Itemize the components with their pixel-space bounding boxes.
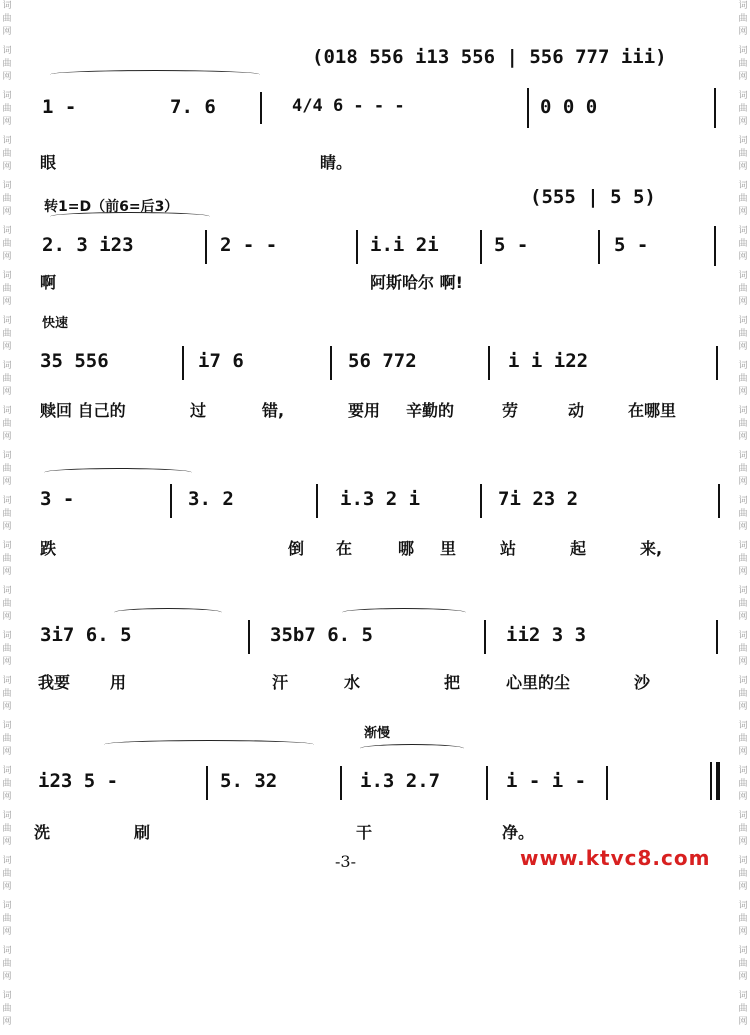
watermark-text: 词 曲 网 xyxy=(2,856,12,892)
watermark-text: 词 曲 网 xyxy=(2,361,12,397)
watermark-text: 词 曲 网 xyxy=(738,271,748,307)
watermark-text: 词 曲 网 xyxy=(738,226,748,262)
watermark-text: 词 曲 网 xyxy=(2,676,12,712)
barline xyxy=(170,484,172,518)
watermark-text: 词 曲 网 xyxy=(2,496,12,532)
watermark-text: 词 曲 网 xyxy=(2,1,12,37)
slur xyxy=(104,740,314,749)
barline xyxy=(716,620,718,654)
watermark-text: 词 曲 网 xyxy=(738,991,748,1027)
barline xyxy=(248,620,250,654)
watermark-text: 词 曲 网 xyxy=(738,451,748,487)
watermark-text: 词 曲 网 xyxy=(738,721,748,757)
watermark-text: 词 曲 网 xyxy=(2,181,12,217)
notes-row-1: 1 - 7. 6 4/4 6 - - - 0 0 0 xyxy=(42,96,598,118)
notes-row-2: 2. 3 i23 2 - - i.i 2i 5 - 5 - xyxy=(42,234,649,256)
watermark-text: 词 曲 网 xyxy=(738,856,748,892)
watermark-text: 词 曲 网 xyxy=(2,631,12,667)
barline xyxy=(710,762,712,800)
watermark-text: 词 曲 网 xyxy=(738,181,748,217)
barline xyxy=(480,230,482,264)
barline xyxy=(330,346,332,380)
watermark-right xyxy=(736,0,750,1027)
watermark-text: 词 曲 网 xyxy=(738,46,748,82)
watermark-text: 词 曲 网 xyxy=(2,946,12,982)
watermark-text: 词 曲 网 xyxy=(2,91,12,127)
slur xyxy=(50,70,260,79)
watermark-text: 词 曲 网 xyxy=(738,406,748,442)
watermark-text: 词 曲 网 xyxy=(2,541,12,577)
watermark-text: 词 曲 网 xyxy=(738,676,748,712)
barline xyxy=(480,484,482,518)
notes-row-5: 3i7 6. 5 35b7 6. 5 ii2 3 3 xyxy=(40,624,587,646)
barline xyxy=(206,766,208,800)
slur xyxy=(360,744,464,753)
watermark-text: 词 曲 网 xyxy=(2,766,12,802)
barline xyxy=(182,346,184,380)
barline xyxy=(598,230,600,264)
watermark-text: 词 曲 网 xyxy=(2,721,12,757)
slur xyxy=(114,608,222,617)
watermark-text: 词 曲 网 xyxy=(738,361,748,397)
barline xyxy=(340,766,342,800)
barline xyxy=(714,88,716,128)
watermark-text: 词 曲 网 xyxy=(2,136,12,172)
watermark-text: 词 曲 网 xyxy=(2,901,12,937)
watermark-text: 词 曲 网 xyxy=(2,991,12,1027)
notes-row-6: i23 5 - 5. 32 i.3 2.7 i - i - xyxy=(38,770,587,792)
watermark-text: 词 曲 网 xyxy=(738,586,748,622)
notes-row-3: 35 556 i7 6 56 772 i i i22 xyxy=(40,350,589,372)
watermark-text: 词 曲 网 xyxy=(738,541,748,577)
page-number: -3- xyxy=(335,852,356,871)
watermark-text: 词 曲 网 xyxy=(738,496,748,532)
barline xyxy=(484,620,486,654)
prelude-2: (555 | 5 5) xyxy=(530,186,656,208)
barline xyxy=(356,230,358,264)
watermark-text: 词 曲 网 xyxy=(738,1,748,37)
barline xyxy=(486,766,488,800)
watermark-text: 词 曲 网 xyxy=(738,631,748,667)
watermark-text: 词 曲 网 xyxy=(2,406,12,442)
watermark-text: 词 曲 网 xyxy=(2,586,12,622)
watermark-text: 词 曲 网 xyxy=(738,811,748,847)
final-barline xyxy=(716,762,720,800)
barline xyxy=(527,88,529,128)
prelude-1: (018 556 i13 556 | 556 777 iii) xyxy=(312,46,667,68)
tempo-mark: 渐慢 xyxy=(364,726,391,741)
slur xyxy=(50,212,210,221)
barline xyxy=(205,230,207,264)
barline xyxy=(716,346,718,380)
watermark-text: 词 曲 网 xyxy=(738,91,748,127)
watermark-text: 词 曲 网 xyxy=(2,271,12,307)
watermark-text: 词 曲 网 xyxy=(2,46,12,82)
watermark-text: 词 曲 网 xyxy=(2,226,12,262)
barline xyxy=(606,766,608,800)
barline xyxy=(316,484,318,518)
tempo-mark: 快速 xyxy=(42,316,69,331)
watermark-text: 词 曲 网 xyxy=(738,766,748,802)
barline xyxy=(488,346,490,380)
watermark-text: 词 曲 网 xyxy=(738,136,748,172)
watermark-text: 词 曲 网 xyxy=(738,316,748,352)
site-logo[interactable]: www.ktvc8.com xyxy=(520,846,711,870)
slur xyxy=(342,608,466,617)
watermark-text: 词 曲 网 xyxy=(738,901,748,937)
watermark-left xyxy=(0,0,14,1027)
slur xyxy=(44,468,192,477)
key-change: 转1=D（前6=后3） xyxy=(44,199,179,215)
notes-row-4: 3 - 3. 2 i.3 2 i 7i 23 2 xyxy=(40,488,579,510)
watermark-text: 词 曲 网 xyxy=(2,811,12,847)
watermark-text: 词 曲 网 xyxy=(2,451,12,487)
barline xyxy=(718,484,720,518)
watermark-text: 词 曲 网 xyxy=(738,946,748,982)
watermark-text: 词 曲 网 xyxy=(2,316,12,352)
barline xyxy=(260,92,262,124)
barline xyxy=(714,226,716,266)
